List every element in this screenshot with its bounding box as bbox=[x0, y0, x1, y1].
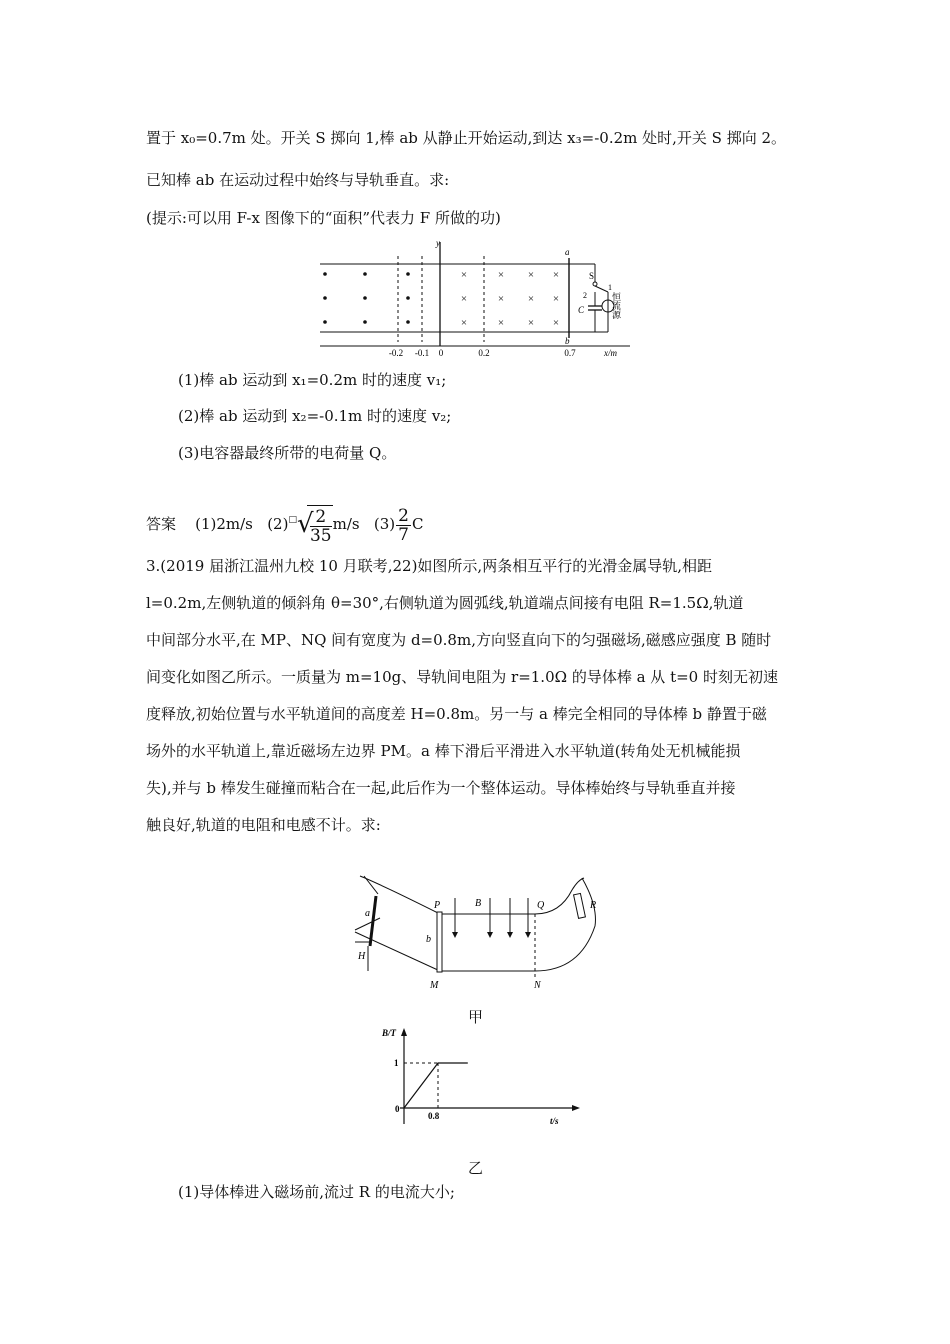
problem3-question-1: (1)导体棒进入磁场前,流过 R 的电流大小; bbox=[178, 1183, 455, 1201]
x-tick-0-8: 0.8 bbox=[428, 1111, 440, 1121]
rails-diagram-jia bbox=[350, 866, 610, 994]
resistor-R-label: R bbox=[590, 900, 597, 911]
problem3-line-1: 3.(2019 届浙江温州九校 10 月联考,22)如图所示,两条相互平行的光滑金属导轨,相距 bbox=[146, 557, 712, 575]
x-axis-label: x/m bbox=[604, 348, 617, 358]
b-t-chart bbox=[370, 1024, 590, 1134]
tick-0: 0 bbox=[438, 348, 444, 358]
x-axis-label: t/s bbox=[550, 1116, 559, 1126]
question-1: (1)棒 ab 运动到 x₁=0.2m 时的速度 v₁; bbox=[178, 371, 447, 389]
field-B-label: B bbox=[475, 898, 482, 909]
switch-pos-1: 1 bbox=[608, 283, 612, 292]
switch-label: S bbox=[589, 271, 595, 281]
caption-yi: 乙 bbox=[468, 1159, 484, 1177]
problem3-line-8: 触良好,轨道的电阻和电感不计。求: bbox=[146, 816, 381, 834]
svg-text:×: × bbox=[460, 293, 468, 305]
answer-3-unit: C bbox=[411, 515, 424, 533]
switch-pos-2: 2 bbox=[583, 291, 587, 300]
svg-text:×: × bbox=[527, 269, 535, 281]
problem3-line-2: l=0.2m,左侧轨道的倾斜角 θ=30°,右侧轨道为圆弧线,轨道端点间接有电阻 R=1.5Ω,轨道 bbox=[146, 594, 744, 612]
rod-b-label: b bbox=[426, 934, 431, 945]
problem3-line-3: 中间部分水平,在 MP、NQ 间有宽度为 d=0.8m,方向竖直向下的匀强磁场,磁感应强度 B 随时 bbox=[146, 631, 772, 649]
series-line bbox=[404, 1063, 468, 1108]
answer-line bbox=[146, 504, 423, 548]
caption-jia: 甲 bbox=[468, 1008, 484, 1026]
current-source-label: 恒流源 bbox=[611, 292, 621, 319]
y-axis-label: B/T bbox=[382, 1028, 397, 1038]
text-line-2: 已知棒 ab 在运动过程中始终与导轨垂直。求: bbox=[146, 171, 450, 189]
answer-2-unit: m/s bbox=[332, 515, 360, 533]
svg-text:×: × bbox=[497, 269, 505, 281]
rod-a-label: a bbox=[365, 908, 370, 919]
origin-label: 0 bbox=[395, 1104, 400, 1114]
svg-text:×: × bbox=[497, 317, 505, 329]
tick-neg-0-1: -0.1 bbox=[414, 348, 430, 358]
point-Q-label: Q bbox=[537, 900, 545, 911]
point-M-label: M bbox=[430, 980, 439, 991]
problem3-line-6: 场外的水平轨道上,靠近磁场左边界 PM。a 棒下滑后平滑进入水平轨道(转角处无机械能损 bbox=[146, 742, 741, 760]
svg-text:×: × bbox=[552, 293, 560, 305]
rail-field-figure bbox=[310, 236, 640, 360]
problem3-line-5: 度释放,初始位置与水平轨道间的高度差 H=0.8m。另一与 a 棒完全相同的导体棒 b 静置于磁 bbox=[146, 705, 767, 723]
rod-b-label: b bbox=[565, 336, 570, 346]
rod-a-label: a bbox=[565, 247, 570, 257]
question-2: (2)棒 ab 运动到 x₂=-0.1m 时的速度 v₂; bbox=[178, 407, 452, 425]
svg-text:×: × bbox=[497, 293, 505, 305]
answer-2-prefix: (2) bbox=[267, 515, 289, 533]
hint-line: (提示:可以用 F-x 图像下的“面积”代表力 F 所做的功) bbox=[146, 209, 501, 227]
tick-neg-0-2: -0.2 bbox=[388, 348, 404, 358]
answer-1: (1)2m/s bbox=[195, 515, 253, 533]
svg-text:×: × bbox=[460, 269, 468, 281]
answer-label: 答案 bbox=[146, 515, 177, 533]
answer-3-prefix: (3) bbox=[373, 515, 396, 533]
height-H-label: H bbox=[358, 951, 366, 962]
answer-3-frac: $\frac{2}{7}$ bbox=[398, 505, 409, 545]
point-N-label: N bbox=[534, 980, 541, 991]
problem3-line-7: 失),并与 b 棒发生碰撞而粘合在一起,此后作为一个整体运动。导体棒始终与导轨垂直并接 bbox=[146, 779, 736, 797]
point-P-label: P bbox=[434, 900, 441, 911]
svg-text:×: × bbox=[460, 317, 468, 329]
text-line-1: 置于 x₀=0.7m 处。开关 S 掷向 1,棒 ab 从静止开始运动,到达 x₃=-0.2m 处时,开关 S 掷向 2。 bbox=[146, 129, 787, 147]
answer-2-box: □ bbox=[288, 515, 297, 525]
capacitor-label: C bbox=[578, 305, 585, 315]
svg-text:×: × bbox=[527, 293, 535, 305]
tick-0-7: 0.7 bbox=[564, 348, 576, 358]
svg-text:×: × bbox=[552, 269, 560, 281]
question-3: (3)电容器最终所带的电荷量 Q。 bbox=[178, 444, 397, 462]
y-axis-label: y bbox=[436, 238, 440, 248]
answer-2-sqrt: √ $\frac{2}{35}$ bbox=[297, 505, 333, 546]
svg-text:×: × bbox=[552, 317, 560, 329]
svg-text:×: × bbox=[527, 317, 535, 329]
y-tick-1: 1 bbox=[394, 1058, 399, 1068]
tick-0-2: 0.2 bbox=[478, 348, 490, 358]
answer-2-den: 35 bbox=[309, 526, 332, 546]
problem3-line-4: 间变化如图乙所示。一质量为 m=10g、导轨间电阻为 r=1.0Ω 的导体棒 a 从 t=0 时刻无初速 bbox=[146, 668, 778, 686]
answer-2-num: 2 bbox=[310, 508, 332, 527]
